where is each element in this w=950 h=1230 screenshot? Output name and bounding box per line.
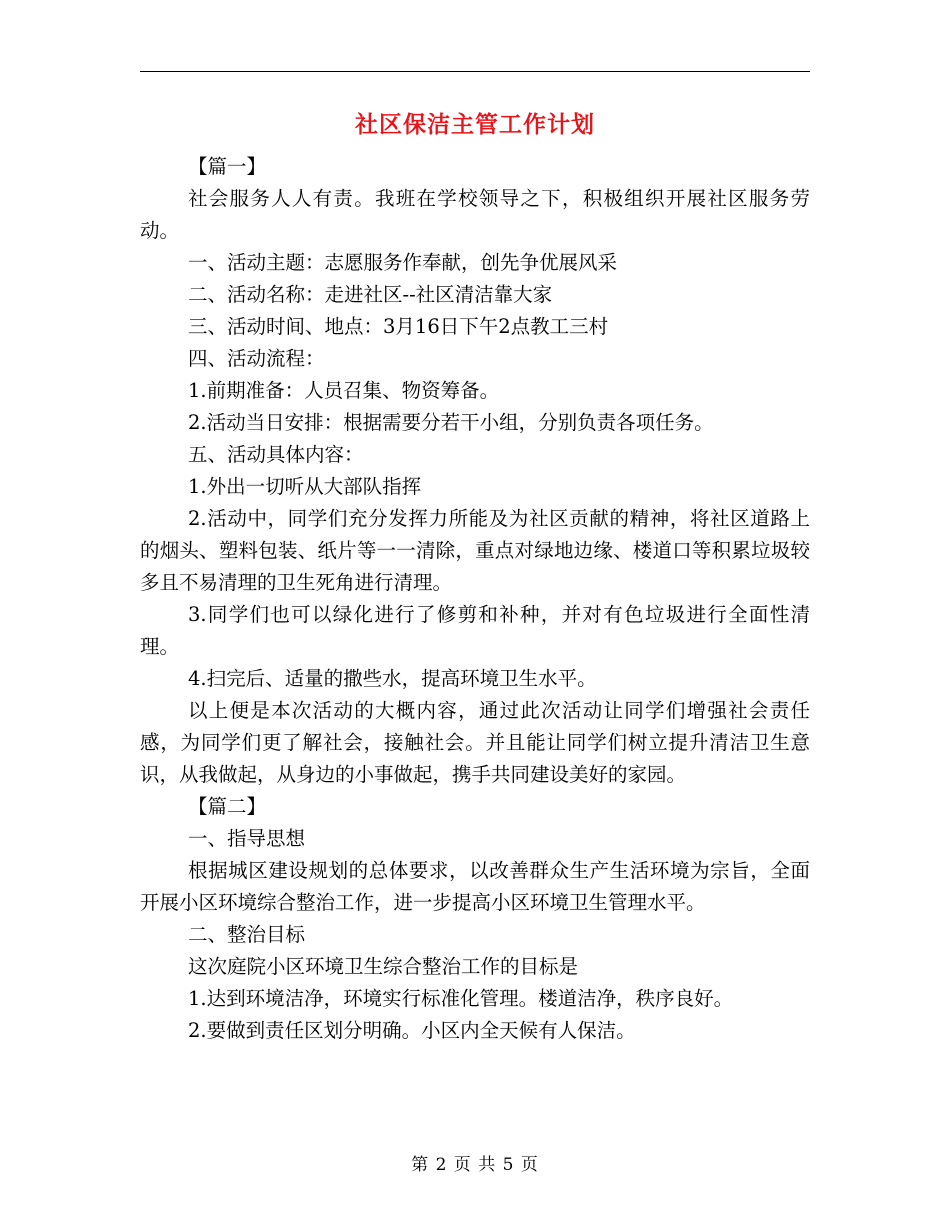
paragraph: 2.要做到责任区划分明确。小区内全天候有人保洁。 <box>188 1019 636 1042</box>
paragraph: 2.活动当日安排：根据需要分若干小组，分别负责各项任务。 <box>188 411 714 434</box>
paragraph: 二、整治目标 <box>188 923 306 946</box>
section-heading-part-two: 【篇二】 <box>188 795 267 818</box>
paragraph: 3.同学们也可以绿化进行了修剪和补种，并对有色垃圾进行全面性清理。 <box>140 603 810 658</box>
paragraph: 以上便是本次活动的大概内容，通过此次活动让同学们增强社会责任感，为同学们更了解社会，接触社会。并且能让同学们树立提升清洁卫生意识，从我做起，从身边的小事做起，携手共同建设美好的家园。 <box>140 699 810 786</box>
paragraph: 这次庭院小区环境卫生综合整治工作的目标是 <box>188 955 579 978</box>
paragraph: 根据城区建设规划的总体要求，以改善群众生产生活环境为宗旨，全面开展小区环境综合整治工作，进一步提高小区环境卫生管理水平。 <box>140 859 810 914</box>
paragraph: 4.扫完后、适量的撒些水，提高环境卫生水平。 <box>188 667 597 690</box>
paragraph: 一、活动主题：志愿服务作奉献，创先争优展风采 <box>188 251 618 274</box>
header-rule <box>140 71 810 72</box>
paragraph: 四、活动流程： <box>188 347 325 370</box>
section-heading-part-one: 【篇一】 <box>188 155 267 178</box>
paragraph: 二、活动名称：走进社区--社区清洁靠大家 <box>188 283 553 306</box>
paragraph: 1.外出一切听从大部队指挥 <box>188 475 422 498</box>
paragraph: 社会服务人人有责。我班在学校领导之下，积极组织开展社区服务劳动。 <box>140 187 810 242</box>
document-title: 社区保洁主管工作计划 <box>355 111 595 138</box>
paragraph: 1.前期准备：人员召集、物资筹备。 <box>188 379 500 402</box>
paragraph: 1.达到环境洁净，环境实行标准化管理。楼道洁净，秩序良好。 <box>188 987 734 1010</box>
page-number-footer: 第 2 页 共 5 页 <box>411 1155 539 1175</box>
paragraph: 2.活动中，同学们充分发挥力所能及为社区贡献的精神，将社区道路上的烟头、塑料包装、纸片等一一清除，重点对绿地边缘、楼道口等积累垃圾较多且不易清理的卫生死角进行清理。 <box>140 507 810 594</box>
document-body <box>140 151 810 1047</box>
paragraph: 一、指导思想 <box>188 827 306 850</box>
paragraph: 三、活动时间、地点：3月16日下午2点教工三村 <box>188 315 609 338</box>
paragraph: 五、活动具体内容： <box>188 443 364 466</box>
